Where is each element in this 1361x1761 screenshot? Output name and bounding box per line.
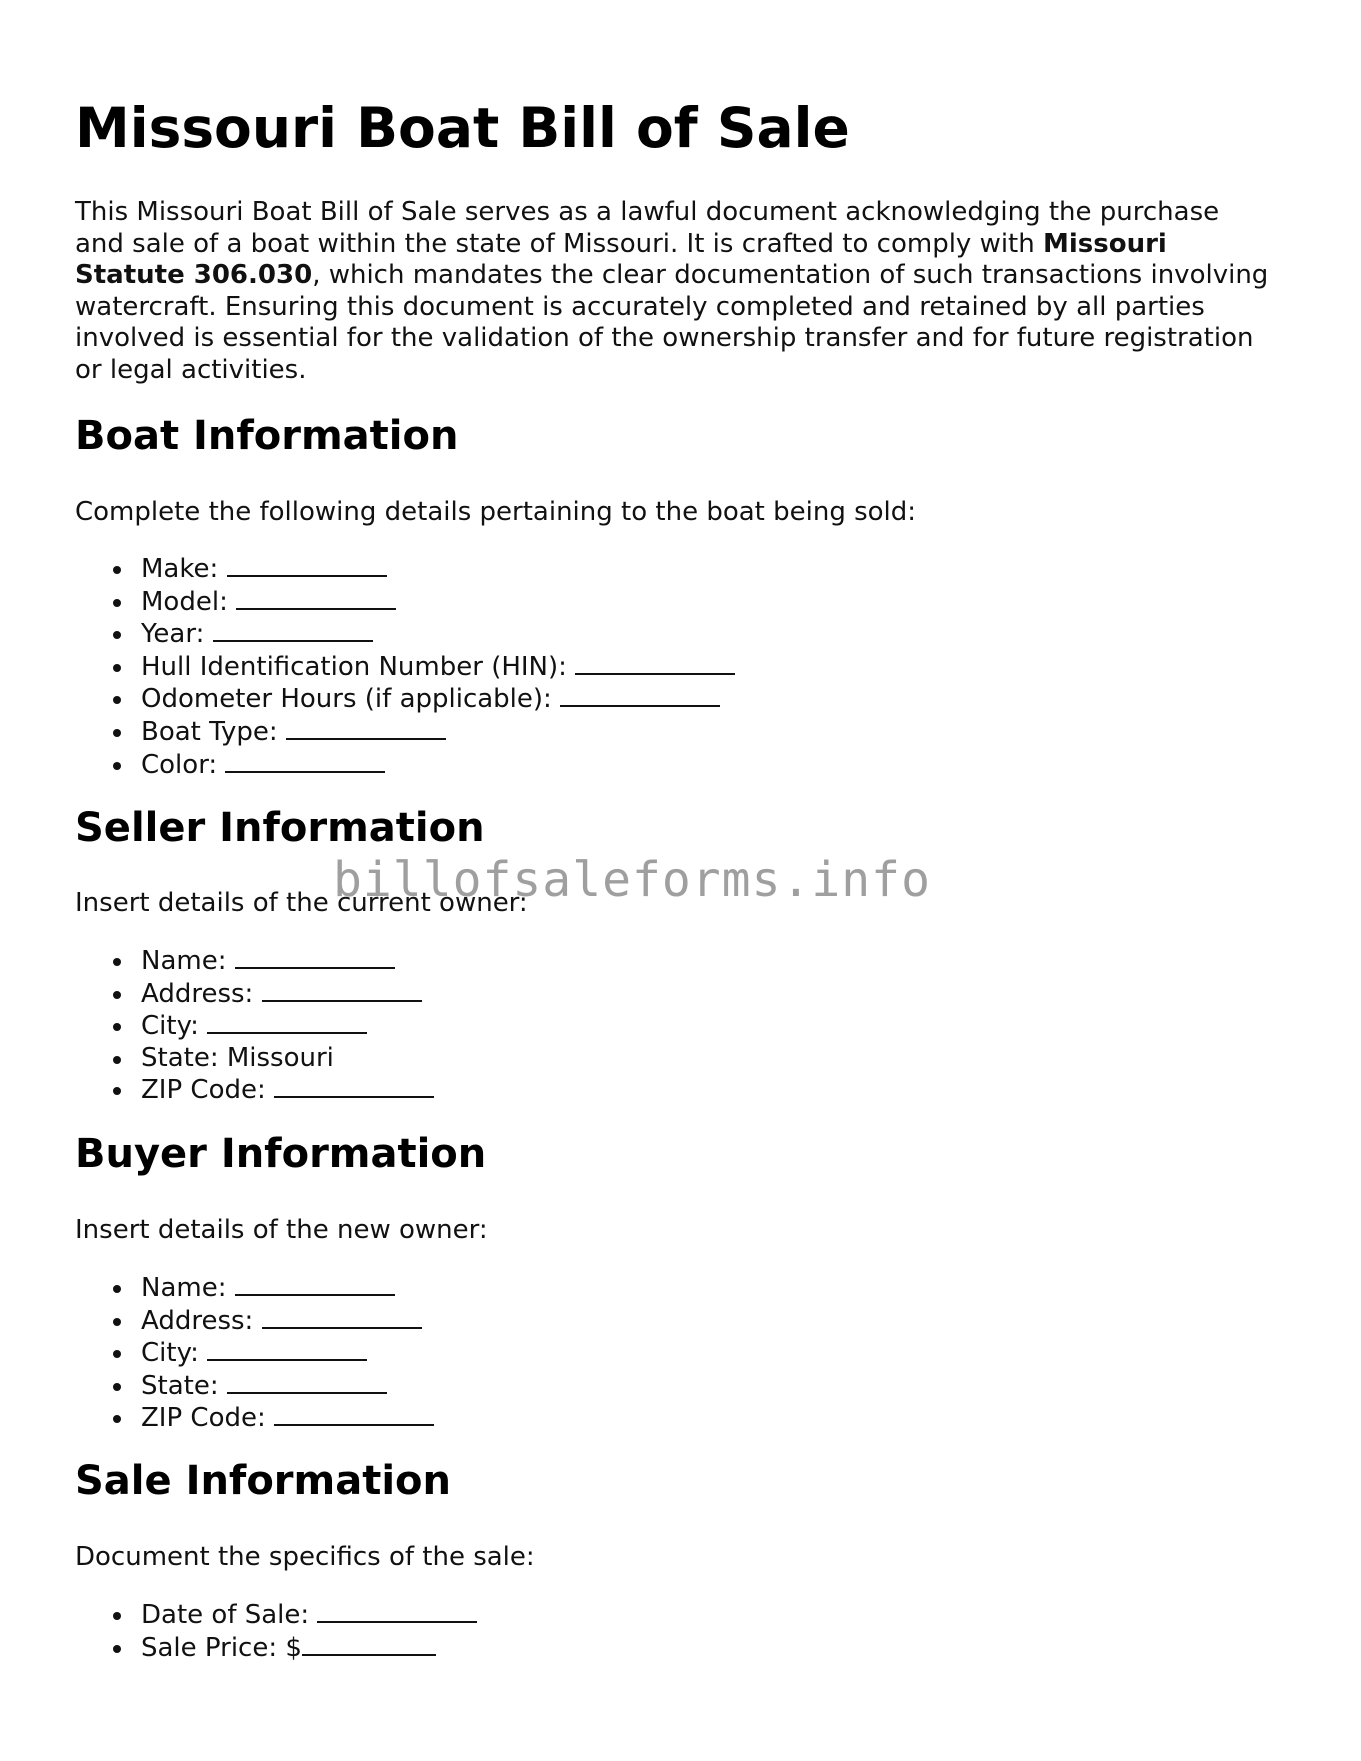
seller-zip-field	[75, 1074, 434, 1107]
seller-state-field	[75, 1043, 434, 1075]
boat-color-field	[75, 749, 735, 782]
buyer-information-lead: Insert details of the new owner:	[75, 1215, 488, 1245]
field-label: Name:	[141, 1273, 235, 1303]
seller-name-blank-line[interactable]	[235, 945, 395, 969]
sale-information-heading: Sale Information	[75, 1458, 451, 1504]
site-watermark: billofsaleforms.info	[333, 852, 931, 908]
hin-blank-line[interactable]	[575, 651, 735, 675]
sale-date-blank-line[interactable]	[317, 1599, 477, 1623]
buyer-fields-list	[75, 1272, 434, 1435]
field-label: Date of Sale:	[141, 1600, 318, 1630]
field-label: Hull Identification Number (HIN):	[141, 651, 576, 682]
field-label: Address:	[141, 1305, 262, 1336]
page-title: Missouri Boat Bill of Sale	[75, 96, 850, 160]
field-label: Make:	[141, 554, 227, 584]
sale-fields-list	[75, 1599, 477, 1664]
field-label: ZIP Code:	[141, 1075, 275, 1106]
field-label: Model:	[141, 586, 237, 617]
year-blank-line[interactable]	[213, 618, 373, 642]
boat-fields-list	[75, 553, 735, 781]
intro-text-start: This Missouri Boat Bill of Sale serves as a lawful document acknowledging the purchase and sale of a boat within the state of Missouri. It is crafted to comply with	[75, 197, 1220, 259]
field-label: Name:	[141, 946, 235, 976]
model-blank-line[interactable]	[236, 586, 396, 610]
seller-city-field	[75, 1010, 434, 1043]
boat-hin-field	[75, 651, 735, 684]
seller-zip-blank-line[interactable]	[274, 1074, 434, 1098]
intro-paragraph	[75, 197, 1275, 387]
buyer-zip-blank-line[interactable]	[274, 1402, 434, 1426]
intro-text-end: , which mandates the clear documentation of such transactions involving watercraft. Ensuring this document is accurately completed and retained by all parties involved is essential for the validation of the ownership transfer and for future registration or legal activities.	[75, 260, 1269, 385]
field-label: City:	[141, 1338, 208, 1369]
buyer-name-blank-line[interactable]	[235, 1272, 395, 1296]
sale-date-field	[75, 1599, 477, 1632]
seller-information-lead: Insert details of the current owner:	[75, 888, 528, 918]
field-label: ZIP Code:	[141, 1403, 275, 1434]
field-label: State:	[141, 1370, 227, 1401]
make-blank-line[interactable]	[227, 553, 387, 577]
boat-year-field	[75, 618, 735, 651]
buyer-city-blank-line[interactable]	[207, 1337, 367, 1361]
buyer-city-field	[75, 1337, 434, 1370]
seller-information-heading: Seller Information	[75, 805, 485, 851]
field-label: City:	[141, 1011, 208, 1042]
field-label: Sale Price: $	[141, 1632, 302, 1663]
field-label: Boat Type:	[141, 716, 286, 747]
seller-address-field	[75, 978, 434, 1011]
field-label: Odometer Hours (if applicable):	[141, 684, 561, 715]
field-label: Color:	[141, 749, 226, 780]
seller-city-blank-line[interactable]	[207, 1010, 367, 1034]
color-blank-line[interactable]	[225, 749, 385, 773]
field-label: Address:	[141, 978, 262, 1009]
sale-price-field	[75, 1632, 477, 1665]
boat-type-field	[75, 716, 735, 749]
odometer-blank-line[interactable]	[560, 683, 720, 707]
field-label: State: Missouri	[141, 1042, 334, 1073]
buyer-name-field	[75, 1272, 434, 1305]
seller-address-blank-line[interactable]	[262, 978, 422, 1002]
seller-fields-list	[75, 945, 434, 1107]
buyer-information-heading: Buyer Information	[75, 1131, 487, 1177]
boat-information-lead: Complete the following details pertaining to the boat being sold:	[75, 497, 917, 527]
statute-reference: Missouri Statute 306.030	[75, 228, 1167, 291]
buyer-state-blank-line[interactable]	[227, 1370, 387, 1394]
boat-model-field	[75, 586, 735, 619]
buyer-zip-field	[75, 1402, 434, 1435]
boat-information-heading: Boat Information	[75, 413, 459, 459]
boat-odometer-field	[75, 683, 735, 716]
seller-name-field	[75, 945, 434, 978]
sale-price-blank-line[interactable]	[302, 1632, 436, 1656]
sale-information-lead: Document the specifics of the sale:	[75, 1542, 535, 1572]
buyer-address-field	[75, 1305, 434, 1338]
buyer-address-blank-line[interactable]	[262, 1305, 422, 1329]
boat-make-field	[75, 553, 735, 586]
field-label: Year:	[141, 619, 213, 650]
buyer-state-field	[75, 1370, 434, 1403]
boat-type-blank-line[interactable]	[286, 716, 446, 740]
